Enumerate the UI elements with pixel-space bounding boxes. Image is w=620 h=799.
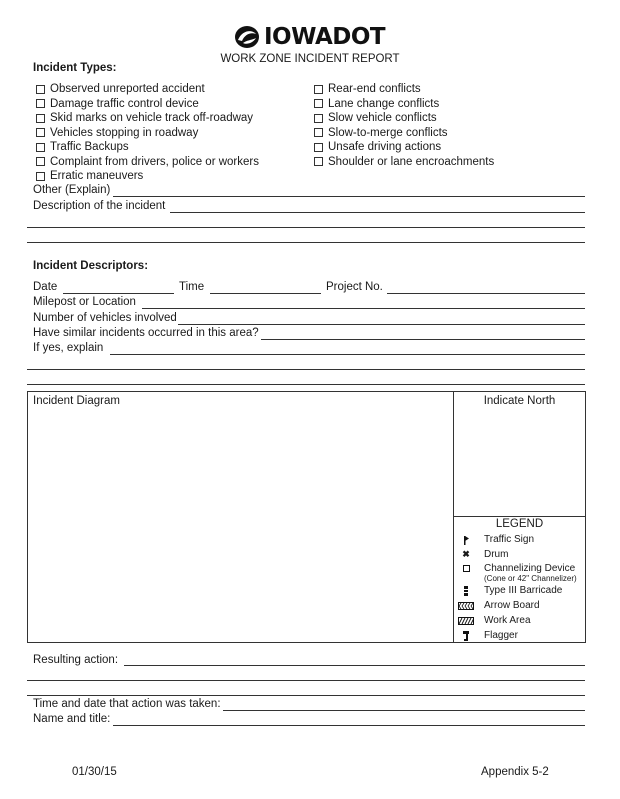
checkbox[interactable] <box>314 99 323 108</box>
similar-incidents-label: Have similar incidents occurred in this area? <box>33 327 259 339</box>
checkbox[interactable] <box>36 172 45 181</box>
checkbox-label: Complaint from drivers, police or workers <box>50 155 259 168</box>
legend-item-channelizing-device <box>458 563 577 583</box>
milepost-field[interactable] <box>142 308 585 309</box>
description-label: Description of the incident <box>33 200 166 212</box>
checkbox-observed-unreported-accident[interactable] <box>36 82 259 97</box>
checkbox-label: Slow-to-merge conflicts <box>328 126 448 139</box>
incident-types-heading: Incident Types: <box>33 62 117 74</box>
if-yes-explain-field-line-2[interactable] <box>27 369 585 370</box>
flagger-icon <box>458 630 474 641</box>
legend-item-flagger <box>458 630 518 641</box>
checkbox[interactable] <box>36 114 45 123</box>
incident-types-left-column <box>36 82 259 184</box>
checkbox-label: Damage traffic control device <box>50 97 199 110</box>
checkbox-vehicles-stopping[interactable] <box>36 126 259 141</box>
legend-label-sub: (Cone or 42" Channelizer) <box>484 574 577 583</box>
name-title-field[interactable] <box>113 725 585 726</box>
page-title-text: WORK ZONE INCIDENT REPORT <box>220 53 400 65</box>
checkbox-label: Unsafe driving actions <box>328 141 442 154</box>
incident-diagram-label: Incident Diagram <box>33 395 120 407</box>
iowa-dot-swoosh-icon <box>234 24 262 50</box>
checkbox-label: Lane change conflicts <box>328 97 440 110</box>
project-no-field[interactable] <box>387 293 585 294</box>
checkbox[interactable] <box>36 143 45 152</box>
checkbox-traffic-backups[interactable] <box>36 140 259 155</box>
time-field[interactable] <box>210 293 321 294</box>
legend-label: Traffic Sign <box>484 534 535 545</box>
time-date-action-field[interactable] <box>223 710 585 711</box>
checkbox[interactable] <box>36 85 45 94</box>
checkbox[interactable] <box>314 128 323 137</box>
time-label: Time <box>179 281 205 293</box>
date-field[interactable] <box>63 293 174 294</box>
vehicles-involved-field[interactable] <box>178 324 585 325</box>
checkbox-label: Shoulder or lane encroachments <box>328 155 495 168</box>
logo-text: IOWADOT <box>264 23 386 50</box>
arrow-board-icon <box>458 600 474 611</box>
footer-date: 01/30/15 <box>72 766 117 778</box>
checkbox-label: Skid marks on vehicle track off-roadway <box>50 112 254 125</box>
legend-item-type-iii-barricade <box>458 585 562 596</box>
legend-label: Drum <box>484 549 509 560</box>
checkbox-label: Rear-end conflicts <box>328 83 421 96</box>
legend-item-arrow-board <box>458 600 540 611</box>
legend-item-drum <box>458 549 508 560</box>
checkbox[interactable] <box>314 85 323 94</box>
indicate-north-label: Indicate North <box>483 395 556 407</box>
checkbox-label: Observed unreported accident <box>50 83 205 96</box>
description-field[interactable] <box>170 212 585 213</box>
checkbox[interactable] <box>314 114 323 123</box>
description-field-line-3[interactable] <box>27 242 585 243</box>
checkbox-damage-traffic-control-device[interactable] <box>36 97 259 112</box>
checkbox[interactable] <box>36 99 45 108</box>
resulting-action-field-line-2[interactable] <box>27 680 585 681</box>
checkbox-complaint[interactable] <box>36 155 259 170</box>
name-title-label: Name and title: <box>33 713 111 725</box>
work-area-icon <box>458 615 474 626</box>
legend-item-work-area <box>458 615 531 626</box>
legend-label <box>484 563 577 583</box>
legend-title: LEGEND <box>495 518 544 530</box>
checkbox-label: Vehicles stopping in roadway <box>50 126 199 139</box>
description-field-line-2[interactable] <box>27 227 585 228</box>
other-explain-label: Other (Explain) <box>33 184 111 196</box>
type-iii-barricade-icon <box>458 585 474 596</box>
legend-divider <box>453 516 586 517</box>
legend-label: Flagger <box>484 630 518 641</box>
resulting-action-field[interactable] <box>124 665 585 666</box>
checkbox-erratic-maneuvers[interactable] <box>36 169 259 184</box>
checkbox-rear-end-conflicts[interactable] <box>314 82 494 97</box>
checkbox-lane-change-conflicts[interactable] <box>314 97 494 112</box>
checkbox-shoulder-encroachments[interactable] <box>314 155 494 170</box>
legend-label: Type III Barricade <box>484 585 563 596</box>
if-yes-explain-label: If yes, explain <box>33 342 104 354</box>
similar-incidents-field[interactable] <box>261 339 585 340</box>
milepost-label: Milepost or Location <box>33 296 136 308</box>
legend-item-traffic-sign <box>458 534 534 545</box>
drum-icon: ✖ <box>462 549 470 559</box>
incident-types-right-column <box>314 82 494 169</box>
checkbox-label: Traffic Backups <box>50 141 129 154</box>
project-no-label: Project No. <box>326 281 383 293</box>
indicate-north-area[interactable] <box>454 410 585 515</box>
checkbox[interactable] <box>36 157 45 166</box>
checkbox-slow-vehicle-conflicts[interactable] <box>314 111 494 126</box>
vehicles-involved-label: Number of vehicles involved <box>33 312 177 324</box>
resulting-action-label: Resulting action: <box>33 654 119 666</box>
traffic-sign-icon <box>458 534 474 545</box>
checkbox[interactable] <box>36 128 45 137</box>
checkbox-slow-to-merge-conflicts[interactable] <box>314 126 494 141</box>
checkbox[interactable] <box>314 143 323 152</box>
legend-label: Work Area <box>484 615 531 626</box>
legend-label: Arrow Board <box>484 600 540 611</box>
iowa-dot-logo <box>234 22 385 52</box>
checkbox-unsafe-driving-actions[interactable] <box>314 140 494 155</box>
legend-label-main: Channelizing Device <box>484 563 576 574</box>
if-yes-explain-field[interactable] <box>110 354 585 355</box>
other-explain-field[interactable] <box>113 196 585 197</box>
footer-appendix: Appendix 5-2 <box>481 766 549 778</box>
channelizing-device-icon <box>458 563 474 574</box>
checkbox-skid-marks[interactable] <box>36 111 259 126</box>
time-date-action-label: Time and date that action was taken: <box>33 698 221 710</box>
checkbox[interactable] <box>314 157 323 166</box>
incident-descriptors-heading: Incident Descriptors: <box>33 260 149 272</box>
if-yes-explain-field-line-3[interactable] <box>27 384 585 385</box>
checkbox-label: Slow vehicle conflicts <box>328 112 437 125</box>
date-label: Date <box>33 281 58 293</box>
resulting-action-field-line-3[interactable] <box>27 695 585 696</box>
checkbox-label: Erratic maneuvers <box>50 170 144 183</box>
